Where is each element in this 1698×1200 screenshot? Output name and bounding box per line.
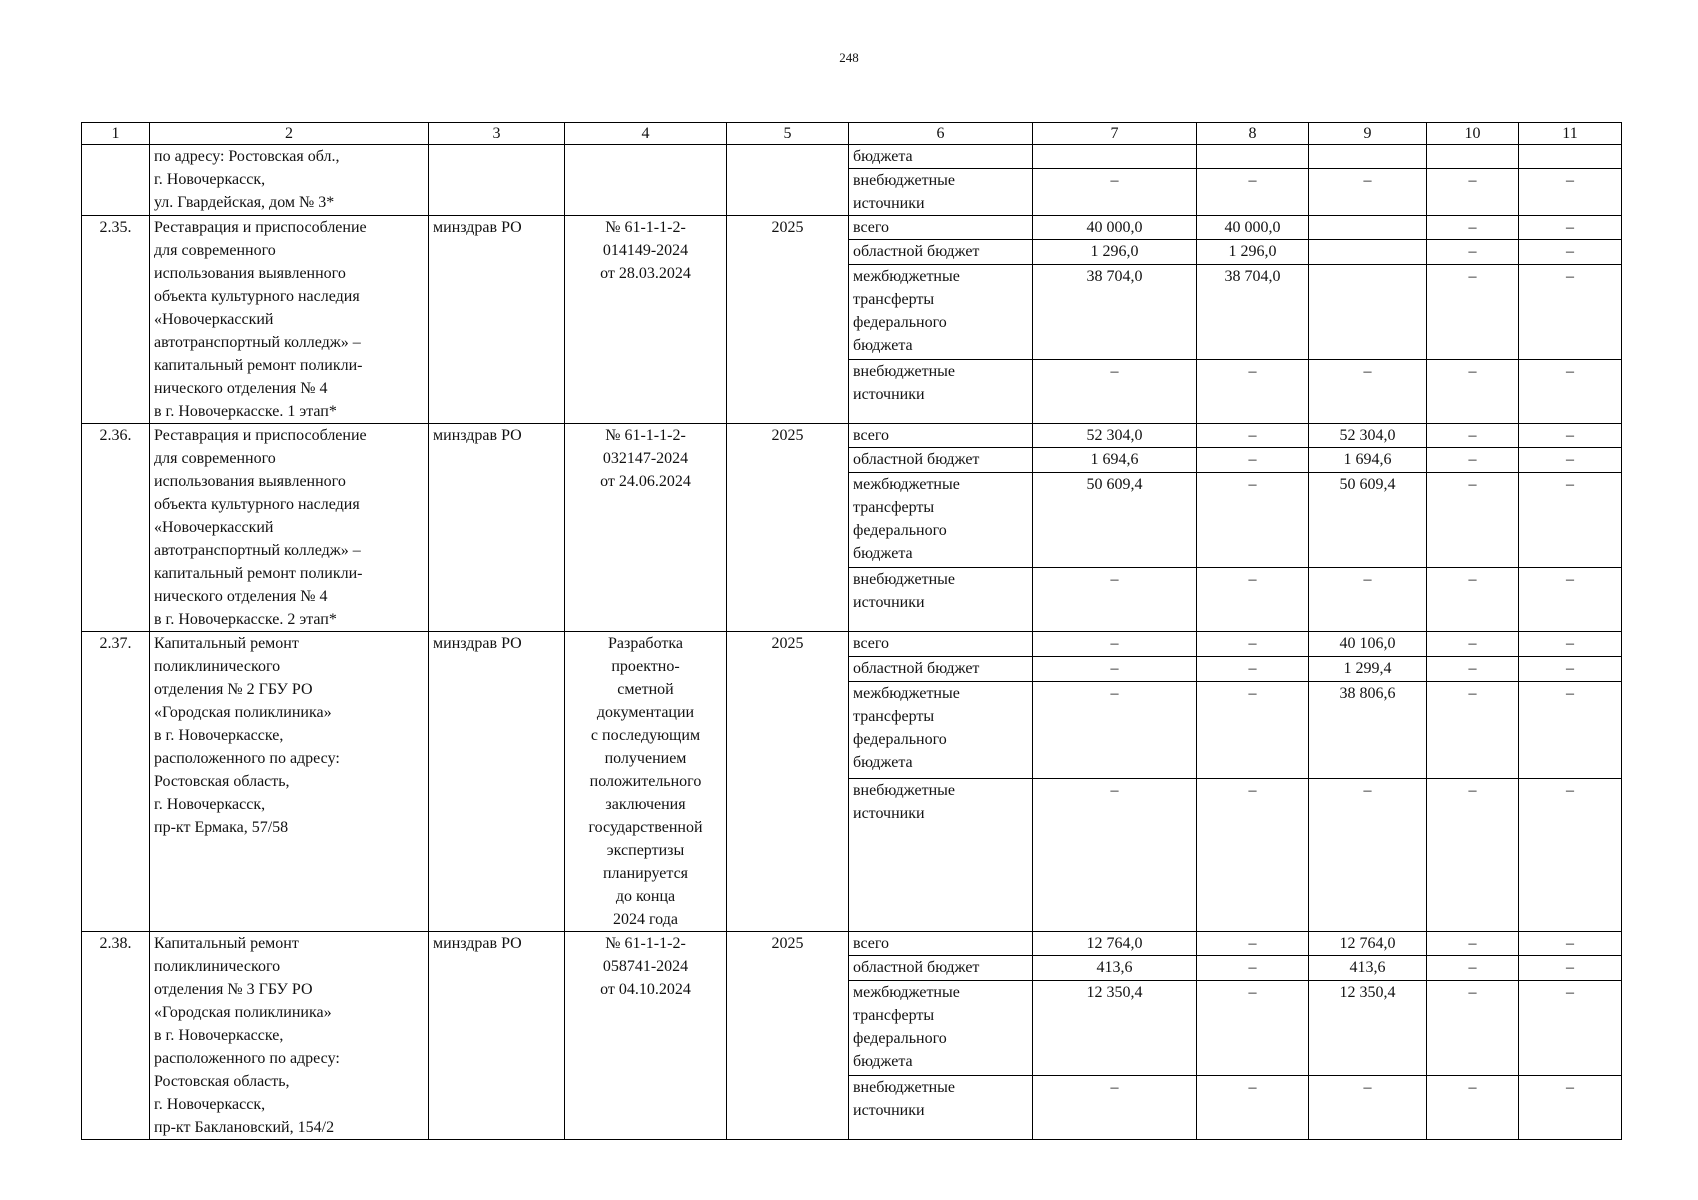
value-cell: –: [1197, 932, 1309, 956]
column-header: 10: [1427, 123, 1519, 145]
value-cell: 12 350,4: [1309, 980, 1427, 1075]
value-cell: 38 704,0: [1197, 264, 1309, 359]
funding-source-cell: межбюджетные трансферты федерального бюджета: [849, 472, 1033, 567]
funding-source-cell: всего: [849, 632, 1033, 657]
item-name-cell: Капитальный ремонт поликлинического отделения № 2 ГБУ РО «Городская поликлиника» в г. Новочеркасске, расположенного по адресу: Ростовская область, г. Новочеркасск, пр-кт Ермака, 57/58: [150, 632, 429, 932]
value-cell: –: [1519, 682, 1622, 779]
value-cell: –: [1519, 980, 1622, 1075]
value-cell: –: [1197, 956, 1309, 980]
document-cell: [565, 145, 727, 216]
value-cell: 12 764,0: [1033, 932, 1197, 956]
value-cell: [1309, 145, 1427, 169]
value-cell: –: [1427, 169, 1519, 216]
value-cell: –: [1309, 1075, 1427, 1139]
value-cell: –: [1519, 778, 1622, 931]
value-cell: –: [1197, 632, 1309, 657]
year-cell: 2025: [727, 424, 849, 632]
funding-source-cell: внебюджетные источники: [849, 1075, 1033, 1139]
value-cell: –: [1427, 240, 1519, 264]
table-row: [82, 145, 1622, 169]
funding-source-cell: межбюджетные трансферты федерального бюджета: [849, 264, 1033, 359]
value-cell: –: [1427, 778, 1519, 931]
value-cell: –: [1033, 632, 1197, 657]
document-cell: № 61-1-1-2- 058741-2024 от 04.10.2024: [565, 932, 727, 1140]
value-cell: –: [1519, 359, 1622, 423]
year-cell: 2025: [727, 632, 849, 932]
item-name-cell: по адресу: Ростовская обл., г. Новочеркасск, ул. Гвардейская, дом № 3*: [150, 145, 429, 216]
funding-source-cell: межбюджетные трансферты федерального бюджета: [849, 980, 1033, 1075]
value-cell: –: [1427, 264, 1519, 359]
value-cell: –: [1427, 359, 1519, 423]
value-cell: –: [1309, 778, 1427, 931]
responsible-cell: [429, 145, 565, 216]
value-cell: –: [1519, 448, 1622, 472]
responsible-cell: минздрав РО: [429, 424, 565, 632]
column-header: 3: [429, 123, 565, 145]
value-cell: [1309, 216, 1427, 240]
funding-source-cell: внебюджетные источники: [849, 567, 1033, 631]
value-cell: 52 304,0: [1033, 424, 1197, 448]
document-cell: Разработка проектно- сметной документации с последующим получением положительного заключения государственной экспертизы планируется до конца 2024 года: [565, 632, 727, 932]
value-cell: 40 000,0: [1197, 216, 1309, 240]
funding-source-cell: всего: [849, 424, 1033, 448]
value-cell: –: [1427, 472, 1519, 567]
item-number-cell: [82, 145, 150, 216]
responsible-cell: минздрав РО: [429, 932, 565, 1140]
table-header: [82, 123, 1622, 145]
value-cell: –: [1519, 216, 1622, 240]
value-cell: –: [1427, 980, 1519, 1075]
value-cell: 38 806,6: [1309, 682, 1427, 779]
column-header: 8: [1197, 123, 1309, 145]
document-cell: № 61-1-1-2- 014149-2024 от 28.03.2024: [565, 216, 727, 424]
value-cell: –: [1427, 932, 1519, 956]
value-cell: –: [1033, 682, 1197, 779]
value-cell: –: [1427, 1075, 1519, 1139]
value-cell: 50 609,4: [1033, 472, 1197, 567]
item-number-cell: 2.38.: [82, 932, 150, 1140]
table-row: [82, 216, 1622, 240]
value-cell: –: [1519, 472, 1622, 567]
table-body: [82, 145, 1622, 1140]
value-cell: –: [1519, 264, 1622, 359]
responsible-cell: минздрав РО: [429, 632, 565, 932]
column-header: 9: [1309, 123, 1427, 145]
value-cell: 38 704,0: [1033, 264, 1197, 359]
column-header: 6: [849, 123, 1033, 145]
value-cell: [1309, 240, 1427, 264]
value-cell: [1197, 145, 1309, 169]
item-number-cell: 2.36.: [82, 424, 150, 632]
value-cell: 1 694,6: [1309, 448, 1427, 472]
funding-source-cell: областной бюджет: [849, 657, 1033, 682]
value-cell: –: [1427, 448, 1519, 472]
table-row: [82, 632, 1622, 657]
funding-source-cell: межбюджетные трансферты федерального бюджета: [849, 682, 1033, 779]
value-cell: –: [1519, 424, 1622, 448]
value-cell: –: [1033, 657, 1197, 682]
funding-source-cell: внебюджетные источники: [849, 778, 1033, 931]
item-name-cell: Реставрация и приспособление для современного использования выявленного объекта культурного наследия «Новочеркасский автотранспортный колледж» – капитальный ремонт поликли- нического отделения № 4 в г. Новочеркасске. 2 этап*: [150, 424, 429, 632]
value-cell: [1519, 145, 1622, 169]
item-name-cell: Реставрация и приспособление для современного использования выявленного объекта культурного наследия «Новочеркасский автотранспортный колледж» – капитальный ремонт поликли- нического отделения № 4 в г. Новочеркасске. 1 этап*: [150, 216, 429, 424]
value-cell: 52 304,0: [1309, 424, 1427, 448]
value-cell: –: [1033, 1075, 1197, 1139]
value-cell: –: [1427, 682, 1519, 779]
value-cell: –: [1033, 778, 1197, 931]
value-cell: 1 299,4: [1309, 657, 1427, 682]
funding-source-cell: всего: [849, 216, 1033, 240]
value-cell: –: [1033, 359, 1197, 423]
value-cell: –: [1427, 424, 1519, 448]
value-cell: 1 296,0: [1033, 240, 1197, 264]
table-row: [82, 932, 1622, 956]
funding-source-cell: внебюджетные источники: [849, 359, 1033, 423]
value-cell: –: [1427, 632, 1519, 657]
value-cell: –: [1519, 169, 1622, 216]
value-cell: –: [1197, 448, 1309, 472]
value-cell: 413,6: [1309, 956, 1427, 980]
funding-source-cell: внебюджетные источники: [849, 169, 1033, 216]
value-cell: –: [1197, 169, 1309, 216]
column-header: 5: [727, 123, 849, 145]
value-cell: –: [1519, 240, 1622, 264]
item-number-cell: 2.35.: [82, 216, 150, 424]
item-name-cell: Капитальный ремонт поликлинического отделения № 3 ГБУ РО «Городская поликлиника» в г. Новочеркасске, расположенного по адресу: Ростовская область, г. Новочеркасск, пр-кт Баклановский, 154/2: [150, 932, 429, 1140]
value-cell: [1033, 145, 1197, 169]
column-header: 1: [82, 123, 150, 145]
funding-source-cell: бюджета: [849, 145, 1033, 169]
value-cell: –: [1033, 169, 1197, 216]
value-cell: 413,6: [1033, 956, 1197, 980]
value-cell: –: [1197, 567, 1309, 631]
page-number: 248: [839, 50, 859, 65]
value-cell: –: [1309, 169, 1427, 216]
funding-source-cell: областной бюджет: [849, 240, 1033, 264]
value-cell: 1 296,0: [1197, 240, 1309, 264]
value-cell: –: [1197, 778, 1309, 931]
value-cell: 40 000,0: [1033, 216, 1197, 240]
value-cell: –: [1519, 1075, 1622, 1139]
value-cell: –: [1309, 567, 1427, 631]
funding-source-cell: областной бюджет: [849, 956, 1033, 980]
value-cell: –: [1197, 657, 1309, 682]
value-cell: [1427, 145, 1519, 169]
value-cell: 50 609,4: [1309, 472, 1427, 567]
value-cell: 40 106,0: [1309, 632, 1427, 657]
value-cell: [1309, 264, 1427, 359]
program-table: [81, 122, 1622, 1140]
value-cell: –: [1033, 567, 1197, 631]
value-cell: –: [1519, 932, 1622, 956]
year-cell: 2025: [727, 932, 849, 1140]
value-cell: 1 694,6: [1033, 448, 1197, 472]
document-cell: № 61-1-1-2- 032147-2024 от 24.06.2024: [565, 424, 727, 632]
year-cell: 2025: [727, 216, 849, 424]
value-cell: –: [1427, 216, 1519, 240]
funding-source-cell: всего: [849, 932, 1033, 956]
value-cell: –: [1427, 657, 1519, 682]
value-cell: 12 350,4: [1033, 980, 1197, 1075]
value-cell: –: [1427, 567, 1519, 631]
value-cell: –: [1427, 956, 1519, 980]
value-cell: –: [1519, 632, 1622, 657]
column-header: 7: [1033, 123, 1197, 145]
value-cell: –: [1197, 682, 1309, 779]
column-header: 4: [565, 123, 727, 145]
value-cell: –: [1519, 956, 1622, 980]
value-cell: 12 764,0: [1309, 932, 1427, 956]
responsible-cell: минздрав РО: [429, 216, 565, 424]
item-number-cell: 2.37.: [82, 632, 150, 932]
value-cell: –: [1519, 567, 1622, 631]
value-cell: –: [1309, 359, 1427, 423]
value-cell: –: [1197, 980, 1309, 1075]
column-header: 2: [150, 123, 429, 145]
value-cell: –: [1197, 472, 1309, 567]
value-cell: –: [1197, 359, 1309, 423]
value-cell: –: [1519, 657, 1622, 682]
column-header: 11: [1519, 123, 1622, 145]
year-cell: [727, 145, 849, 216]
funding-source-cell: областной бюджет: [849, 448, 1033, 472]
table-row: [82, 424, 1622, 448]
value-cell: –: [1197, 1075, 1309, 1139]
value-cell: –: [1197, 424, 1309, 448]
